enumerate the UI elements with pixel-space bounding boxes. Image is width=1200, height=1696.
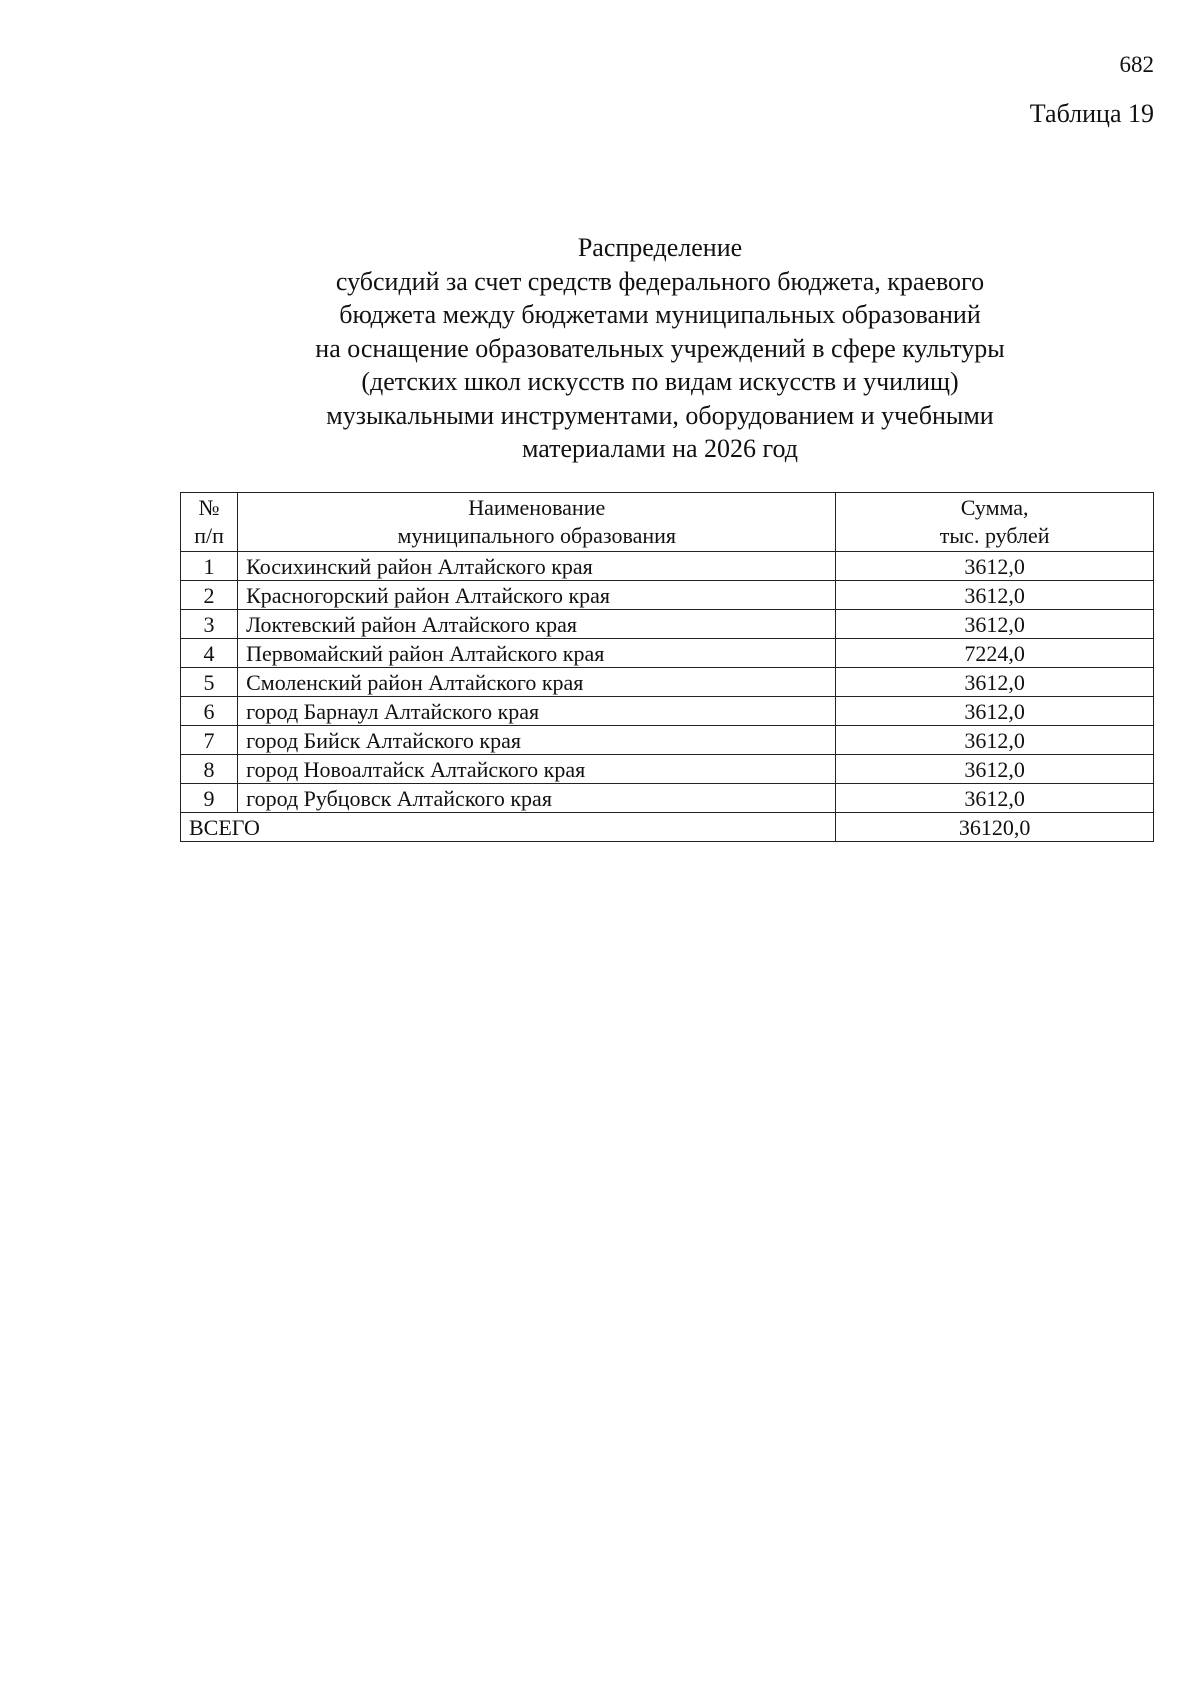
- header-number-label: №: [198, 495, 220, 520]
- row-number: 8: [181, 755, 238, 784]
- row-sum: 3612,0: [836, 668, 1154, 697]
- header-number-sublabel: п/п: [194, 523, 224, 548]
- heading-line: (детских школ искусств по видам искусств и училищ): [361, 367, 959, 396]
- row-name: Локтевский район Алтайского края: [238, 610, 836, 639]
- row-number: 1: [181, 552, 238, 581]
- header-name-sublabel: муниципального образования: [397, 523, 676, 548]
- distribution-table: [180, 492, 1154, 842]
- table-row: [181, 697, 1154, 726]
- heading-line: музыкальными инструментами, оборудованием и учебными: [326, 400, 994, 430]
- row-number: 2: [181, 581, 238, 610]
- row-sum: 3612,0: [836, 581, 1154, 610]
- row-name: Смоленский район Алтайского края: [238, 668, 836, 697]
- total-sum: 36120,0: [836, 813, 1154, 842]
- row-name: город Барнаул Алтайского края: [238, 697, 836, 726]
- row-name: город Новоалтайск Алтайского края: [238, 755, 836, 784]
- heading-title: Распределение: [577, 233, 743, 262]
- row-number: 9: [181, 784, 238, 813]
- table-row: [181, 755, 1154, 784]
- table-caption: Таблица 19: [1029, 99, 1154, 128]
- table-row: [181, 581, 1154, 610]
- table-header-row: [181, 493, 1154, 552]
- total-label: ВСЕГО: [181, 813, 836, 842]
- heading-line: на оснащение образовательных учреждений в сфере культуры: [315, 333, 1005, 363]
- row-sum: 3612,0: [836, 755, 1154, 784]
- table-row: [181, 639, 1154, 668]
- header-name: [238, 493, 836, 552]
- row-sum: 3612,0: [836, 610, 1154, 639]
- heading-line: субсидий за счет средств федерального бюджета, краевого: [335, 266, 985, 296]
- header-sum-label: Сумма,: [960, 495, 1029, 520]
- table-row: [181, 552, 1154, 581]
- row-sum: 3612,0: [836, 697, 1154, 726]
- row-sum: 3612,0: [836, 784, 1154, 813]
- row-sum: 7224,0: [836, 639, 1154, 668]
- heading-line: бюджета между бюджетами муниципальных образований: [339, 300, 981, 329]
- row-name: город Бийск Алтайского края: [238, 726, 836, 755]
- row-number: 6: [181, 697, 238, 726]
- row-number: 7: [181, 726, 238, 755]
- header-sum-sublabel: тыс. рублей: [939, 523, 1050, 548]
- heading-line: материалами на 2026 год: [521, 434, 799, 463]
- table-row: [181, 784, 1154, 813]
- row-number: 5: [181, 668, 238, 697]
- table-total-row: [181, 813, 1154, 842]
- row-sum: 3612,0: [836, 552, 1154, 581]
- row-number: 3: [181, 610, 238, 639]
- table-row: [181, 668, 1154, 697]
- header-sum: [836, 493, 1154, 552]
- row-name: Первомайский район Алтайского края: [238, 639, 836, 668]
- document-heading: [260, 231, 1060, 466]
- row-name: город Рубцовск Алтайского края: [238, 784, 836, 813]
- page-number: 682: [1119, 52, 1154, 77]
- table-row: [181, 610, 1154, 639]
- header-name-label: Наименование: [468, 495, 606, 520]
- header-number: [181, 493, 238, 552]
- row-name: Косихинский район Алтайского края: [238, 552, 836, 581]
- row-sum: 3612,0: [836, 726, 1154, 755]
- table-row: [181, 726, 1154, 755]
- row-name: Красногорский район Алтайского края: [238, 581, 836, 610]
- row-number: 4: [181, 639, 238, 668]
